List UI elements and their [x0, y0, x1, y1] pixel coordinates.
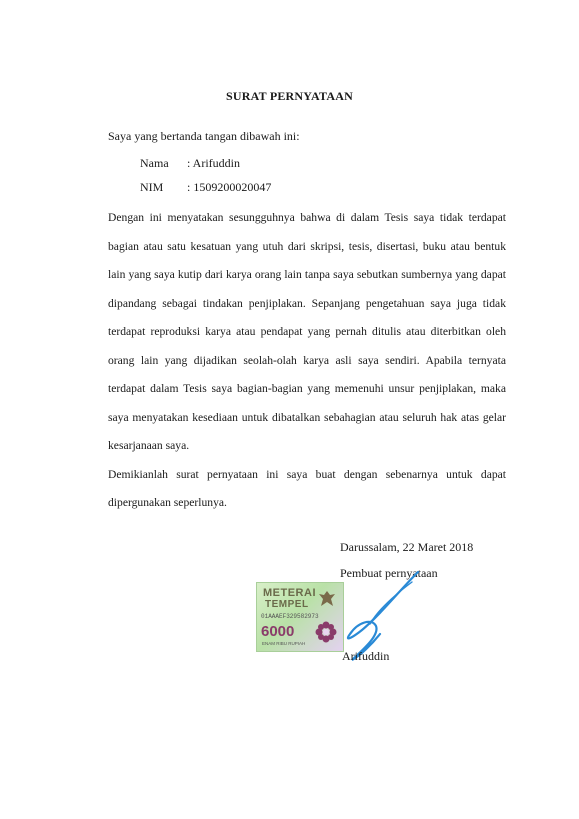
- statement-body: [108, 204, 506, 518]
- stamp-serial: 01AAAEF329582973: [261, 613, 319, 620]
- signer-name: Arifuddin: [342, 649, 390, 663]
- maker-label: Pembuat pernyataan: [340, 566, 438, 580]
- field-nim: [140, 180, 271, 195]
- stamp-value: 6000: [261, 623, 295, 640]
- stamp-line2: TEMPEL: [265, 599, 309, 610]
- field-name: [140, 156, 240, 171]
- field-name-label: Nama: [140, 156, 169, 170]
- intro-text: Saya yang bertanda tangan dibawah ini:: [108, 129, 300, 143]
- stamp-line1: METERAI: [263, 587, 316, 599]
- document-title: SURAT PERNYATAAN: [226, 89, 353, 103]
- stamp-value-words: ENAM RIBU RUPIAH: [262, 641, 306, 646]
- field-nim-value: : 1509200020047: [187, 180, 272, 194]
- closing-paragraph: Demikianlah surat pernyataan ini saya buat dengan sebenarnya untuk dapat dipergunakan seperlunya.: [108, 467, 506, 509]
- statement-paragraph: Dengan ini menyatakan sesungguhnya bahwa di dalam Tesis saya tidak terdapat bagian atau satu kesatuan yang utuh dari skripsi, tesis, disertasi, buku atau bentuk lain yang saya kutip dari karya orang lain tanpa saya sebutkan sumbernya yang dapat dipandang sebagai tindakan penjiplakan. Sepanjang pengetahuan saya juga tidak terdapat reproduksi karya atau pendapat yang pernah ditulis atau diterbitkan oleh orang lain yang dijadikan seolah-olah karya asli saya sendiri. Apabila ternyata terdapat dalam Tesis saya bagian-bagian yang memenuhi unsur penjiplakan, maka saya menyatakan kesediaan untuk dibatalkan sebahagian atau seluruh hak atas gelar kesarjanaan saya.: [108, 211, 506, 452]
- place-date: Darussalam, 22 Maret 2018: [340, 540, 474, 554]
- field-nim-label: NIM: [140, 180, 164, 194]
- field-name-value: : Arifuddin: [187, 156, 240, 170]
